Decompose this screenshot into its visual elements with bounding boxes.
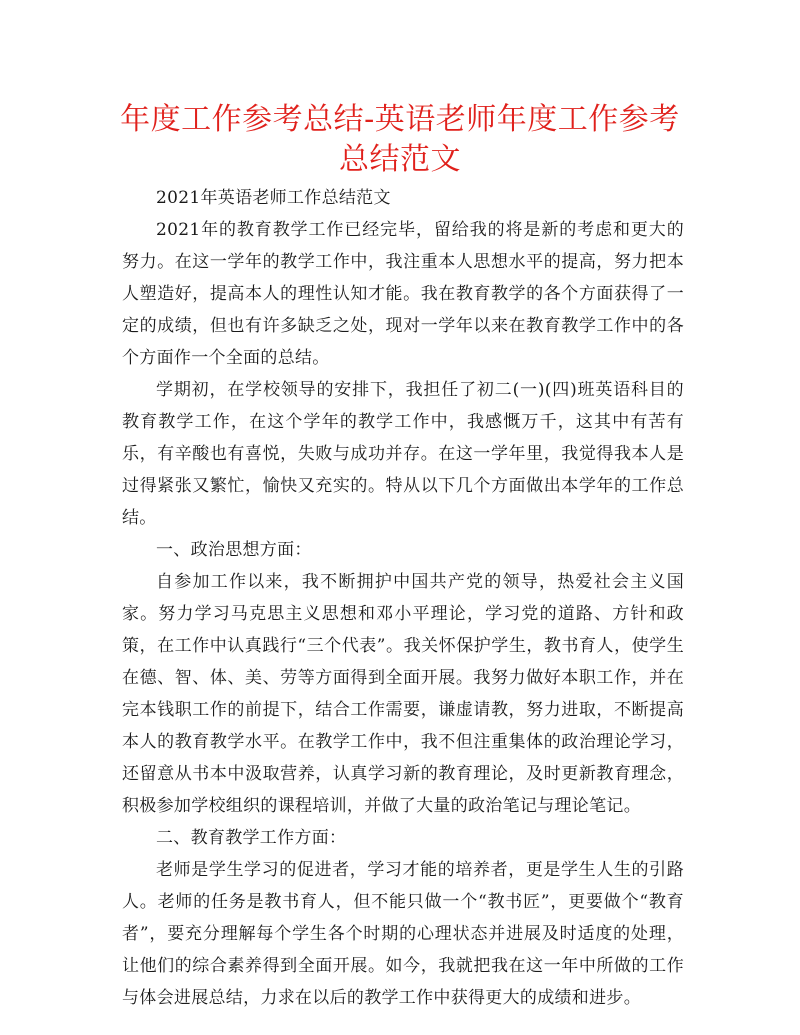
section-heading-teaching: 二、教育教学工作方面： bbox=[156, 828, 347, 848]
political-paragraph: 自参加工作以来，我不断拥护中国共产党的领导，热爱社会主义国家。努力学习马克思主义思想和邓小平理论，学习党的道路、方针和政策，在工作中认真践行“三个代表”。我关怀保护学生，教书育人，使学生在德、智、体、美、劳等方面得到全面开展。我努力做好本职工作，并在完本钱职工作的前提下，结合工作需要，谦虚请教，努力进取，不断提高本人的教育教学水平。在教学工作中，我不但注重集体的政治理论学习，还留意从书本中汲取营养，认真学习新的教育理论，及时更新教育理念，积极参加学校组织的课程培训，并做了大量的政治笔记与理论笔记。 bbox=[122, 572, 684, 816]
subtitle-paragraph: 2021年英语老师工作总结范文 bbox=[156, 188, 391, 208]
section-heading-political: 一、政治思想方面： bbox=[156, 540, 312, 560]
intro-paragraph: 2021年的教育教学工作已经完毕，留给我的将是新的考虑和更大的努力。在这一学年的教学工作中，我注重本人思想水平的提高，努力把本人塑造好，提高本人的理性认知才能。我在教育教学的各个方面获得了一定的成绩，但也有许多缺乏之处，现对一学年以来在教育教学工作中的各个方面作一个全面的总结。 bbox=[122, 220, 684, 368]
teaching-paragraph: 老师是学生学习的促进者，学习才能的培养者，更是学生人生的引路人。老师的任务是教书育人，但不能只做一个“教书匠”，更要做个“教育者”，要充分理解每个学生各个时期的心理状态并进展及时适度的处理，让他们的综合素养得到全面开展。如今，我就把我在这一年中所做的工作与体会进展总结，力求在以后的教学工作中获得更大的成绩和进步。 bbox=[122, 860, 684, 1008]
document-title: 年度工作参考总结-英语老师年度工作参考总结范文 bbox=[120, 102, 680, 177]
semester-paragraph: 学期初，在学校领导的安排下，我担任了初二(一)(四)班英语科目的教育教学工作，在这个学年的教学工作中，我感慨万千，这其中有苦有乐，有辛酸也有喜悦，失败与成功并存。在这一学年里，我觉得我本人是过得紧张又繁忙，愉快又充实的。特从以下几个方面做出本学年的工作总结。 bbox=[122, 380, 684, 528]
document-body bbox=[122, 182, 684, 1014]
